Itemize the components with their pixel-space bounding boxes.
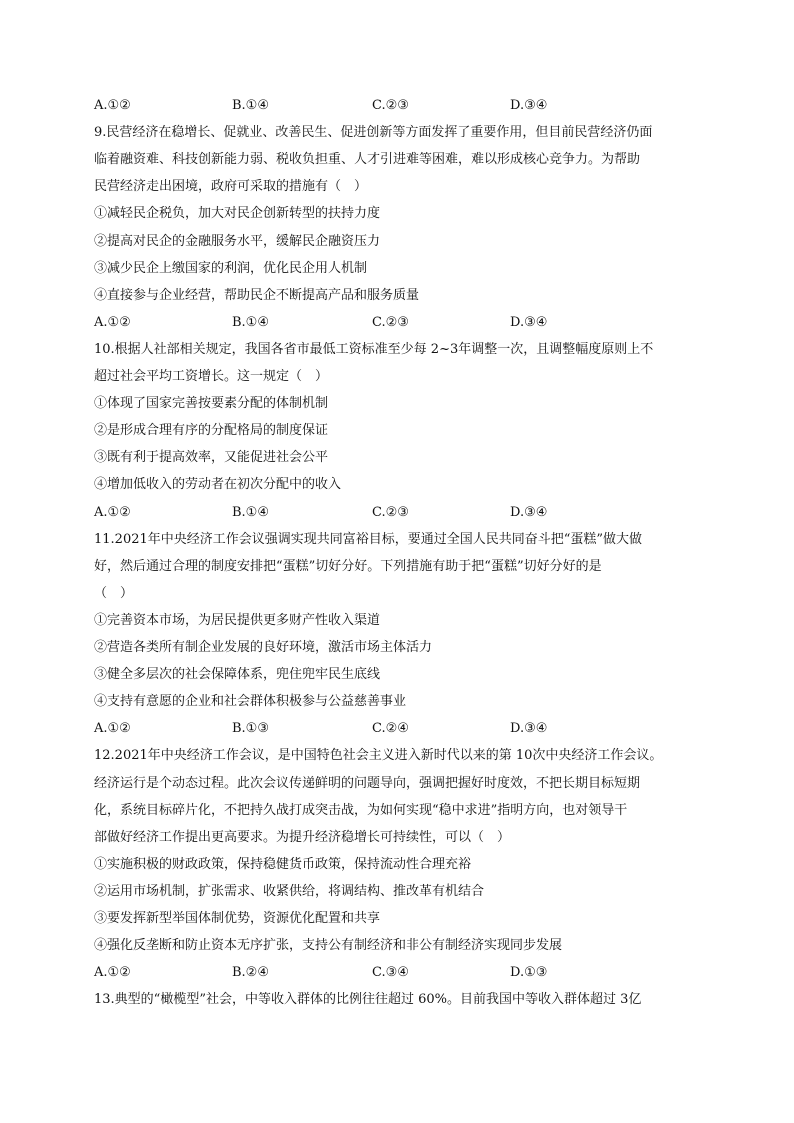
answer-options (94, 504, 714, 522)
question-line: 部做好经济工作提出更高要求。为提升经济稳增长可持续性，可以（ ） (94, 829, 511, 845)
answer-option[interactable]: D.③④ (510, 98, 548, 113)
answer-option[interactable]: A.①② (94, 314, 131, 330)
question-line: ④直接参与企业经营，帮助民企不断提高产品和服务质量 (94, 287, 420, 303)
answer-option[interactable]: D.①③ (510, 965, 548, 981)
answer-options (94, 964, 714, 982)
question-line: 12.2021年中央经济工作会议，是中国特色社会主义进入新时代以来的第 10次中央经济工作会议。 (94, 748, 663, 764)
question-line: ④支持有意愿的企业和社会群体积极参与公益慈善事业 (94, 694, 407, 710)
question-line: ①完善资本市场，为居民提供更多财产性收入渠道 (94, 612, 381, 628)
answer-option[interactable]: B.①④ (232, 314, 269, 330)
question-line: ③减少民企上缴国家的利润，优化民企用人机制 (94, 260, 368, 276)
answer-option[interactable]: D.③④ (510, 314, 548, 330)
answer-option[interactable]: C.②③ (372, 314, 409, 330)
answer-option[interactable]: C.③④ (372, 965, 409, 981)
answer-option[interactable]: A.①② (94, 98, 131, 113)
answer-option[interactable]: D.③④ (510, 504, 548, 520)
question-line: ②提高对民企的金融服务水平，缓解民企融资压力 (94, 233, 381, 249)
question-line: 10.根据人社部相关规定，我国各省市最低工资标准至少每 2~3年调整一次，且调整幅度原则上不 (94, 341, 654, 357)
answer-option[interactable]: D.③④ (510, 721, 548, 737)
question-line: 经济运行是个动态过程。此次会议传递鲜明的问题导向，强调把握好时度效，不把长期目标短期 (94, 775, 641, 791)
question-line: ①体现了国家完善按要素分配的体制机制 (94, 396, 329, 412)
answer-option[interactable]: B.①④ (232, 504, 269, 520)
question-line: 临着融资难、科技创新能力弱、税收负担重、人才引进难等困难，难以形成核心竞争力。为帮助 (94, 152, 641, 168)
question-line: 11.2021年中央经济工作会议强调实现共同富裕目标，要通过全国人民共同奋斗把“蛋糕”做大做 (94, 531, 643, 547)
question-line: 9.民营经济在稳增长、促就业、改善民生、促进创新等方面发挥了重要作用，但目前民营经济仍面 (94, 125, 653, 141)
answer-options (94, 720, 714, 738)
question-line: ②运用市场机制，扩张需求、收紧供给，将调结构、推改革有机结合 (94, 883, 485, 899)
answer-option[interactable]: A.①② (94, 965, 131, 981)
question-line: 超过社会平均工资增长。这一规定（ ） (94, 369, 329, 384)
question-line: ④增加低收入的劳动者在初次分配中的收入 (94, 477, 342, 493)
question-line: ①减轻民企税负，加大对民企创新转型的扶持力度 (94, 206, 381, 222)
answer-option[interactable]: C.②④ (372, 721, 409, 737)
answer-option[interactable]: C.②③ (372, 504, 409, 520)
question-line: ②营造各类所有制企业发展的良好环境，激活市场主体活力 (94, 640, 433, 655)
answer-option[interactable]: B.①④ (232, 98, 269, 113)
answer-option[interactable]: A.①② (94, 504, 131, 520)
question-line: ②是形成合理有序的分配格局的制度保证 (94, 423, 329, 439)
answer-option[interactable]: A.①② (94, 721, 131, 737)
question-line: （ ） (94, 585, 134, 601)
question-line: 民营经济走出困境，政府可采取的措施有（ ） (94, 179, 368, 195)
question-line: 好，然后通过合理的制度安排把“蛋糕”切好分好。下列措施有助于把“蛋糕”切好分好的是 (94, 558, 602, 574)
answer-options (94, 314, 714, 332)
answer-option[interactable]: C.②③ (372, 98, 409, 113)
question-line: ③要发挥新型举国体制优势，资源优化配置和共享 (94, 911, 381, 926)
answer-option[interactable]: B.②④ (232, 965, 269, 981)
question-line: 化，系统目标碎片化，不把持久战打成突击战，为如何实现“稳中求进”指明方向，也对领导干 (94, 802, 628, 818)
question-line: 13.典型的“橄榄型”社会，中等收入群体的比例往往超过 60%。目前我国中等收入群体超过 3亿 (94, 992, 642, 1008)
question-line: ④强化反垄断和防止资本无序扩张，支持公有制经济和非公有制经济实现同步发展 (94, 938, 563, 954)
question-line: ①实施积极的财政政策，保持稳健货币政策，保持流动性合理充裕 (94, 856, 472, 872)
question-line: ③健全多层次的社会保障体系，兜住兜牢民生底线 (94, 667, 381, 683)
answer-option[interactable]: B.①③ (232, 721, 269, 737)
question-line: ③既有利于提高效率，又能促进社会公平 (94, 450, 329, 466)
answer-options (94, 97, 714, 115)
